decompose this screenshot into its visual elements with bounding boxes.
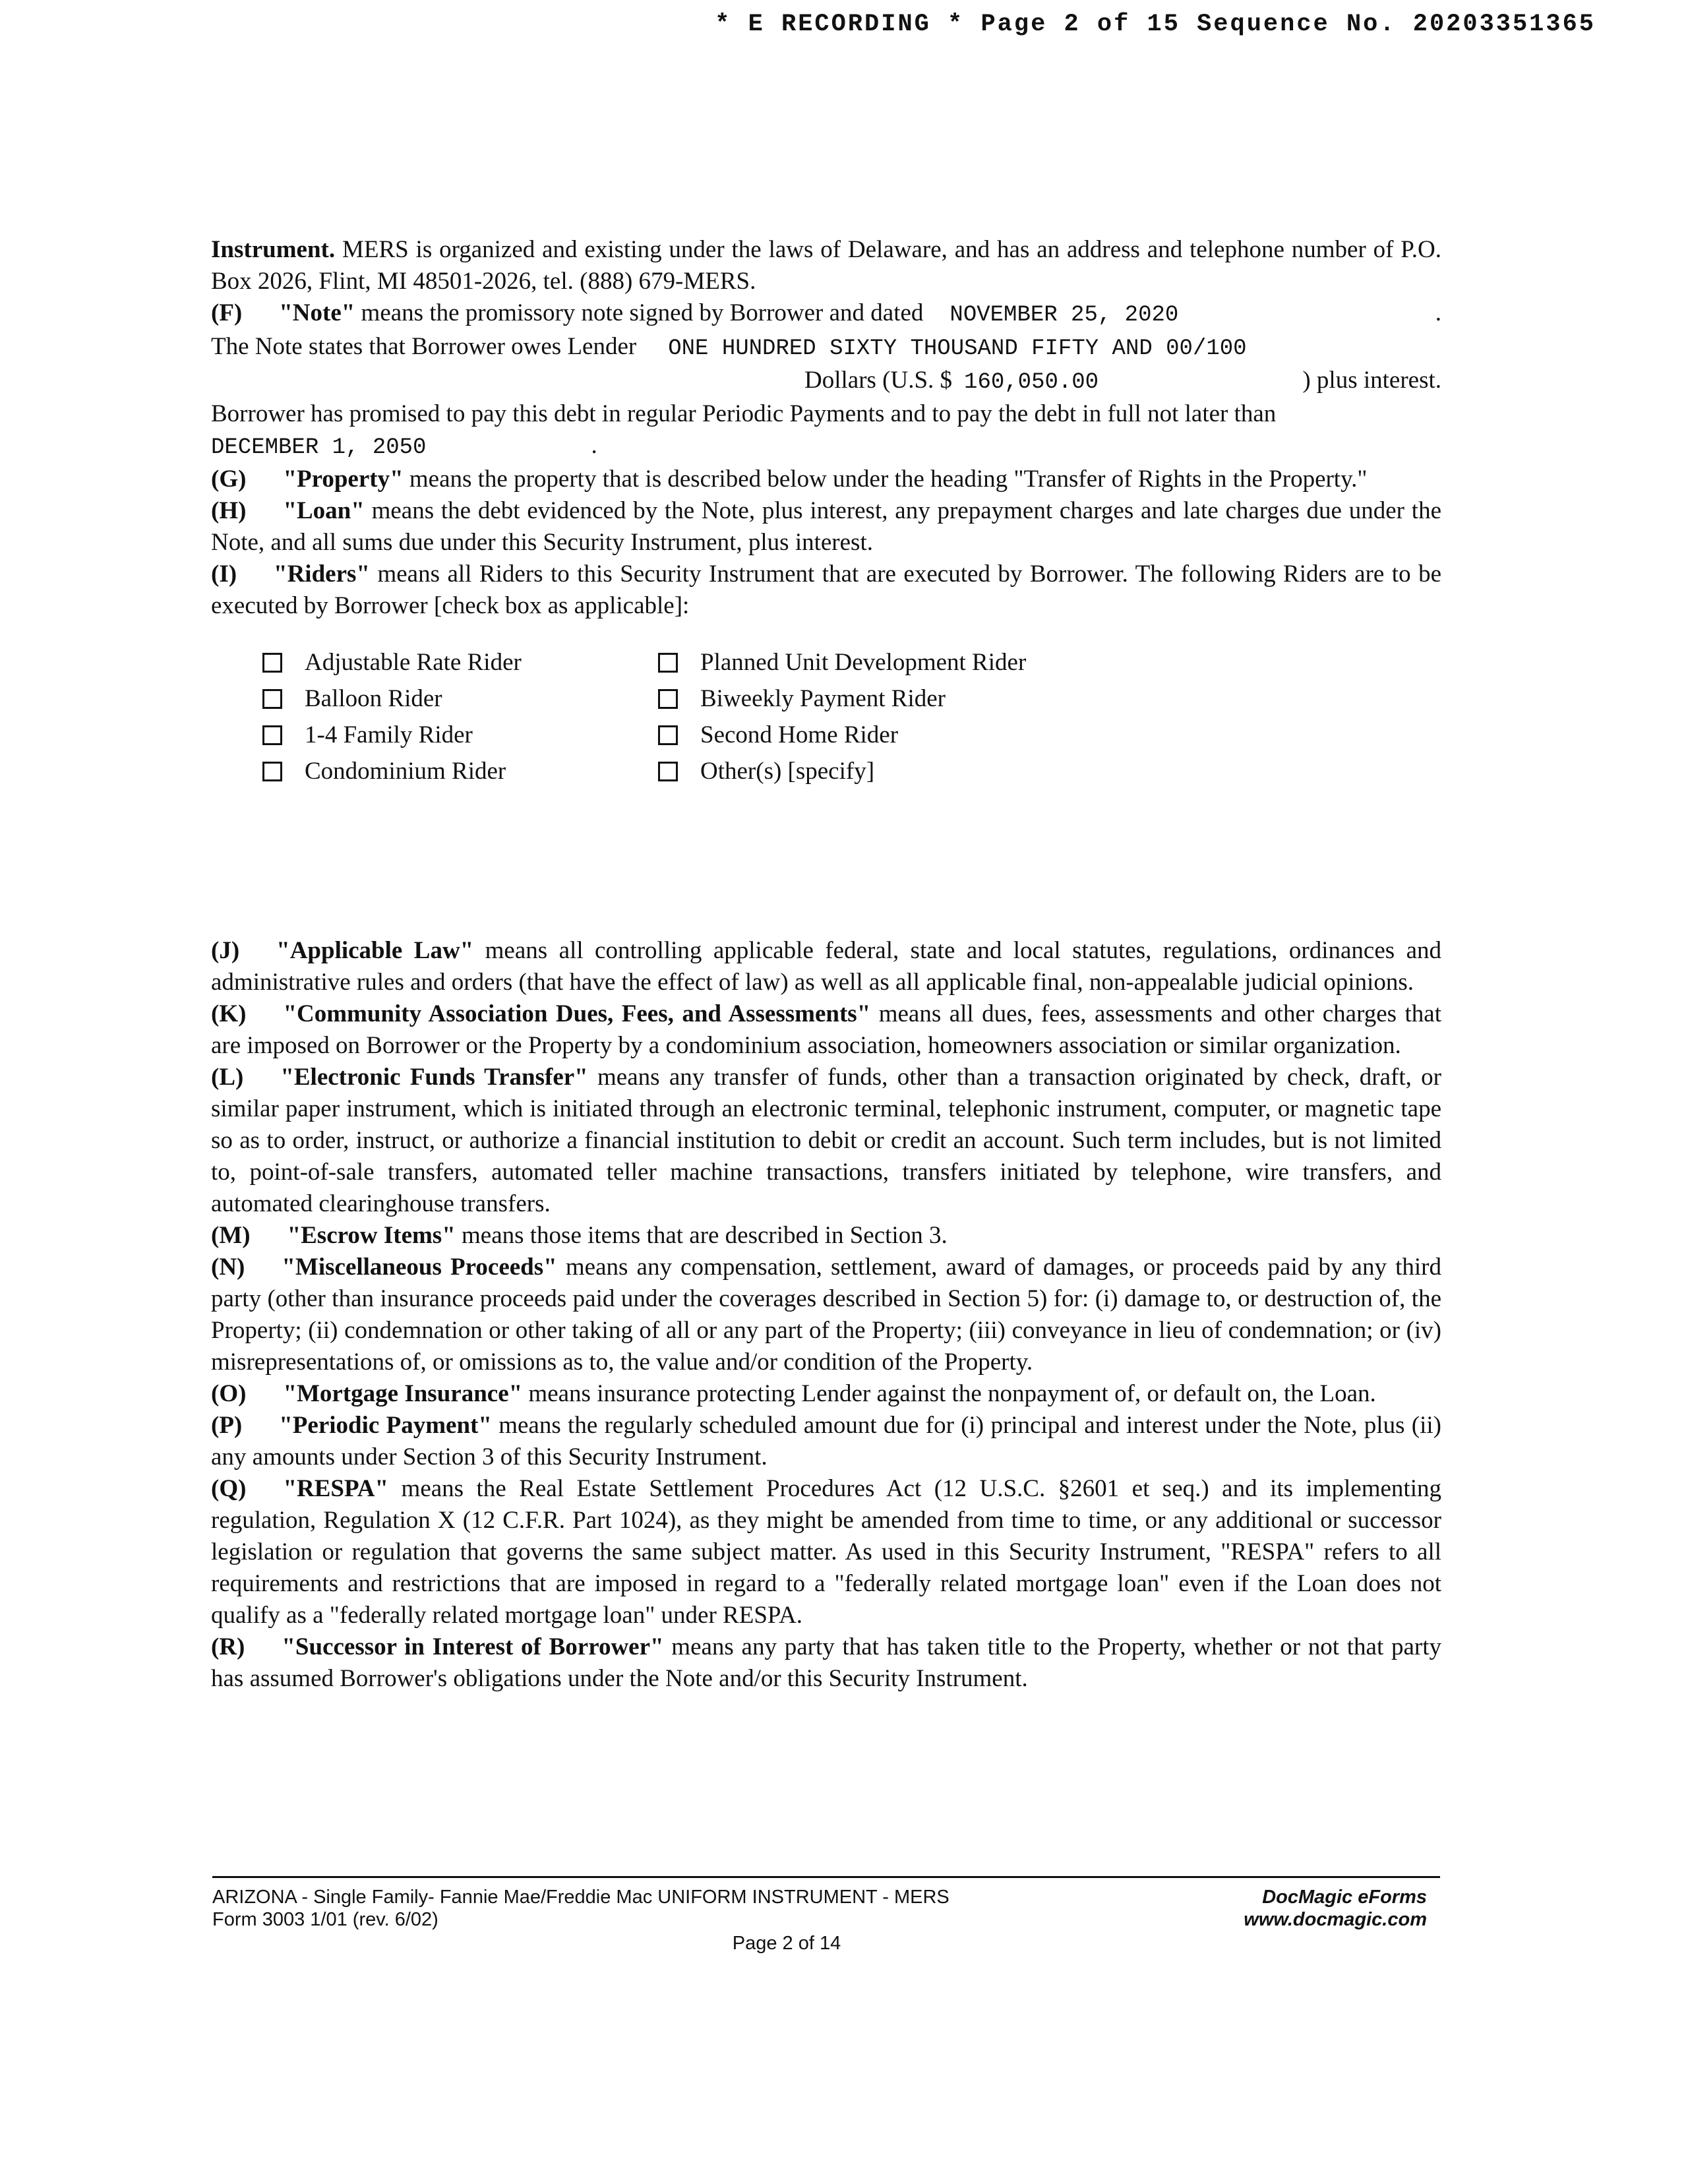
rider-option[interactable]: Planned Unit Development Rider	[658, 647, 1120, 679]
rider-option[interactable]: Condominium Rider	[262, 756, 658, 787]
rider-option[interactable]: Adjustable Rate Rider	[262, 647, 658, 679]
form-title: ARIZONA - Single Family- Fannie Mae/Freddie Mac UNIFORM INSTRUMENT - MERS	[212, 1887, 950, 1908]
riders-checklist	[262, 647, 1441, 787]
checkbox[interactable]	[658, 653, 678, 673]
checkbox[interactable]	[262, 725, 282, 745]
definition-item: (H) "Loan" means the debt evidenced by the Note, plus interest, any prepayment charges and late charges due under the Note, and all sums due under this Security Instrument, plus interest.	[211, 497, 1441, 556]
note-amount-number: 160,050.00	[964, 370, 1099, 395]
plus-interest: ) plus interest.	[1302, 367, 1441, 394]
checkbox[interactable]	[262, 689, 282, 709]
definition-item: (P) "Periodic Payment" means the regularly scheduled amount due for (i) principal and interest under the Note, plus (ii) any amounts under Section 3 of this Security Instrument.	[211, 1412, 1441, 1471]
note-date: NOVEMBER 25, 2020	[950, 303, 1179, 328]
definition-item: (L) "Electronic Funds Transfer" means any transfer of funds, other than a transaction originated by check, draft, or similar paper instrument, which is initiated through an electronic terminal, telephonic instrument, computer, or magnetic tape so as to order, instruct, or authorize a financial institution to debit or credit an account. Such term includes, but is not limited to, point-of-sale transfers, automated teller machine transactions, transfers initiated by telephone, wire transfers, and automated clearinghouse transfers.	[211, 1064, 1442, 1217]
definition-item: (N) "Miscellaneous Proceeds" means any compensation, settlement, award of damages, or proceeds paid by any third party (other than insurance proceeds paid under the coverages described in Section 5) for: (i) damage to, or destruction of, the Property; (ii) condemnation or other taking of all or any part of the Property; (iii) conveyance in lieu of condemnation; or (iv) misrepresentations of, or omissions as to, the value and/or condition of the Property.	[211, 1254, 1441, 1376]
definition-note	[211, 297, 1441, 464]
definition-item: (Q) "RESPA" means the Real Estate Settlement Procedures Act (12 U.S.C. §2601 et seq.) and its implementing regulation, Regulation X (12 C.F.R. Part 1024), as they might be amended from time to time, or any additional or successor legislation or regulation that governs the same subject matter. As used in this Security Instrument, "RESPA" refers to all requirements and restrictions that are imposed in regard to a "federally related mortgage loan" even if the Loan does not qualify as a "federally related mortgage loan" under RESPA.	[211, 1475, 1441, 1629]
rider-option[interactable]: Second Home Rider	[658, 719, 1120, 751]
document-body	[211, 234, 1441, 1695]
rider-option[interactable]: Biweekly Payment Rider	[658, 683, 1120, 715]
maturity-period: .	[591, 432, 597, 459]
checkbox[interactable]	[262, 762, 282, 781]
page-number: Page 2 of 14	[732, 1933, 841, 1954]
definition-item: (M) "Escrow Items" means those items that are described in Section 3.	[211, 1222, 948, 1249]
page-footer	[212, 1876, 1440, 1955]
checkbox[interactable]	[658, 762, 678, 781]
rider-option[interactable]: Balloon Rider	[262, 683, 658, 715]
definition-item: (I) "Riders" means all Riders to this Security Instrument that are executed by Borrower. The following Riders are to be executed by Borrower [check box as applicable]:	[211, 561, 1441, 619]
def-text: means the promissory note signed by Borrower and dated	[355, 299, 924, 326]
form-number: Form 3003 1/01 (rev. 6/02)	[212, 1909, 438, 1930]
docmagic-website: www.docmagic.com	[1244, 1909, 1427, 1930]
rider-option[interactable]: 1-4 Family Rider	[262, 719, 658, 751]
intro-lead: Instrument.	[211, 236, 336, 263]
checkbox[interactable]	[658, 725, 678, 745]
definition-item: (J) "Applicable Law" means all controlling applicable federal, state and local statutes, regulations, ordinances and administrative rules and orders (that have the effect of law) as well as all applicable final, non-appealable judicial opinions.	[211, 937, 1441, 996]
recording-header: * E RECORDING * Page 2 of 15 Sequence No. 20203351365	[715, 11, 1596, 38]
definition-item: (G) "Property" means the property that is described below under the heading "Transfer of Rights in the Property."	[211, 466, 1368, 493]
intro-paragraph	[211, 234, 1441, 297]
def-label: (F)	[211, 299, 243, 326]
definition-item: (K) "Community Association Dues, Fees, and Assessments" means all dues, fees, assessments and other charges that are imposed on Borrower or the Property by a condominium association, homeowners association or similar organization.	[211, 1000, 1441, 1059]
note-amount-words: ONE HUNDRED SIXTY THOUSAND FIFTY AND 00/100	[668, 336, 1247, 361]
def-term: "Note"	[279, 299, 355, 326]
note-promise-text: Borrower has promised to pay this debt in regular Periodic Payments and to pay the debt in full not later than	[211, 400, 1277, 427]
intro-text: MERS is organized and existing under the laws of Delaware, and has an address and telephone number of P.O. Box 2026, Flint, MI 48501-2026, tel. (888) 679-MERS.	[211, 236, 1441, 295]
definition-item: (R) "Successor in Interest of Borrower" means any party that has taken title to the Property, whether or not that party has assumed Borrower's obligations under the Note and/or this Security Instrument.	[211, 1633, 1441, 1692]
docmagic-logo: DocMagic eForms	[1262, 1887, 1427, 1908]
dollars-label: Dollars (U.S. $	[804, 367, 953, 394]
checkbox[interactable]	[262, 653, 282, 673]
note-owes-text: The Note states that Borrower owes Lender	[211, 333, 637, 360]
checkbox[interactable]	[658, 689, 678, 709]
definition-item: (O) "Mortgage Insurance" means insurance protecting Lender against the nonpayment of, or default on, the Loan.	[211, 1380, 1376, 1407]
note-date-period: .	[1435, 299, 1441, 326]
rider-option[interactable]: Other(s) [specify]	[658, 756, 1120, 787]
maturity-date: DECEMBER 1, 2050	[211, 435, 427, 460]
